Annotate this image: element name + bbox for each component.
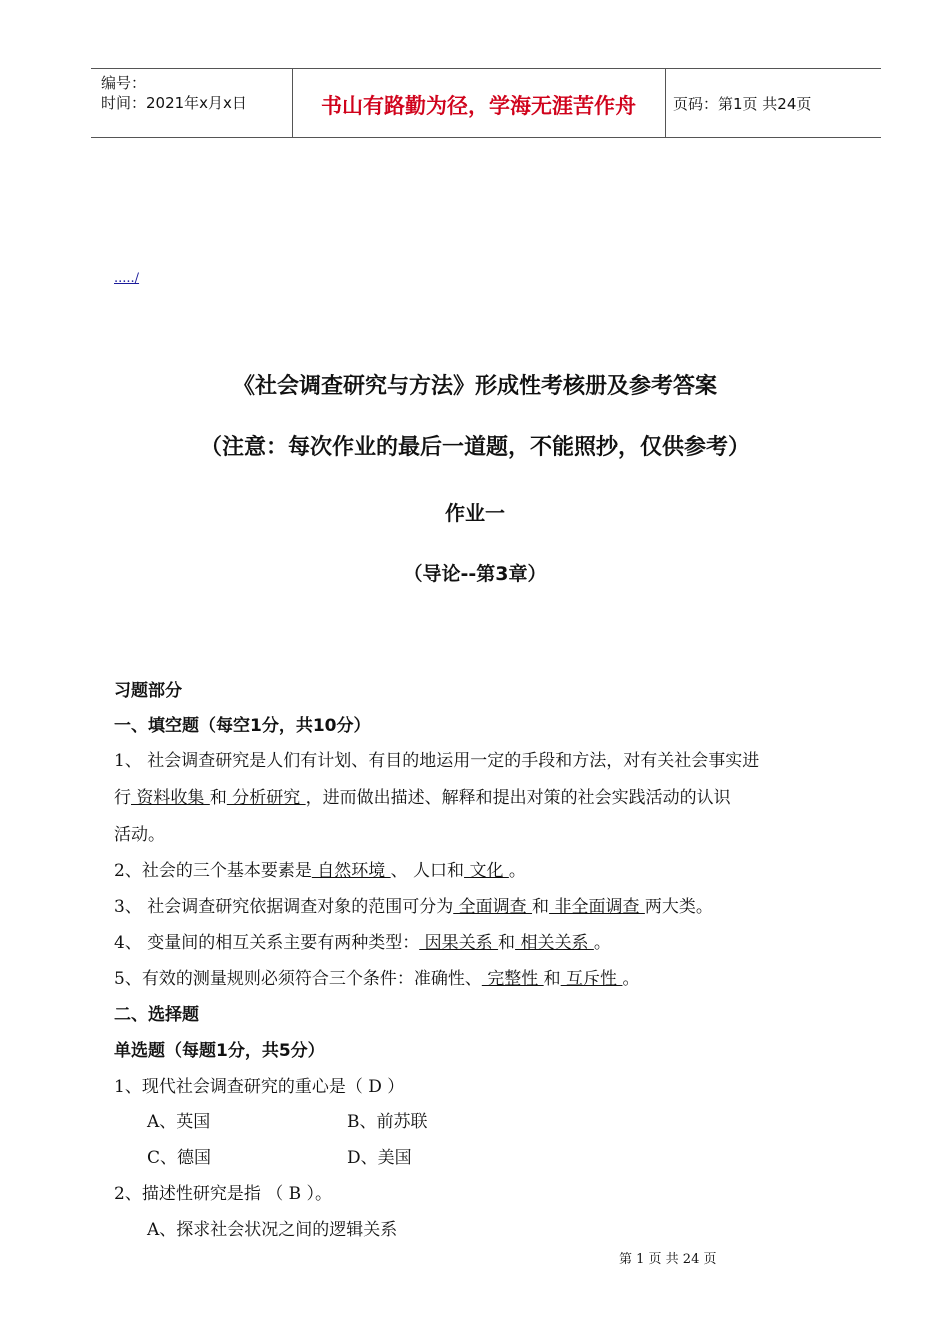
mc2-question: 2、描述性研究是指 （ B ）。 bbox=[114, 1184, 333, 1204]
q1-post: ，进而做出描述、解释和提出对策的社会实践活动的认识 bbox=[305, 788, 731, 808]
page-info: 页码：第1页 共24页 bbox=[673, 95, 812, 113]
q4-mid: 和 bbox=[498, 933, 516, 953]
q1-pre: 行 bbox=[114, 788, 131, 808]
mc1-option-c: C、德国 bbox=[147, 1148, 212, 1168]
q5-post: 。 bbox=[622, 969, 640, 989]
page-header bbox=[91, 68, 881, 138]
q5-answer1: 完整性 bbox=[481, 969, 544, 989]
q3-answer1: 全面调查 bbox=[453, 897, 533, 917]
q4-answer2: 相关关系 bbox=[515, 933, 594, 953]
mc1-option-d: D、美国 bbox=[347, 1148, 412, 1168]
number-label: 编号： bbox=[101, 74, 147, 92]
q5-answer2: 互斥性 bbox=[560, 969, 623, 989]
dotted-link[interactable]: ...../ bbox=[114, 271, 140, 286]
mc1-option-a: A、英国 bbox=[147, 1112, 211, 1132]
motto-text: 书山有路勤为径，学海无涯苦作舟 bbox=[321, 94, 636, 118]
q2-answer1: 自然环境 bbox=[311, 861, 391, 881]
q3-mid: 和 bbox=[532, 897, 550, 917]
q4-pre: 4、 变量间的相互关系主要有两种类型： bbox=[114, 933, 420, 953]
assignment-title: 作业一 bbox=[445, 501, 505, 525]
q5-line bbox=[114, 964, 639, 989]
choice-heading: 二、选择题 bbox=[114, 1005, 199, 1025]
q5-pre: 5、有效的测量规则必须符合三个条件：准确性、 bbox=[114, 969, 482, 989]
fill-blank-heading: 一、填空题（每空1分，共10分） bbox=[114, 716, 371, 736]
q3-answer2: 非全面调查 bbox=[549, 897, 645, 917]
q1-mid: 和 bbox=[209, 788, 227, 808]
q1-line1: 1、 社会调查研究是人们有计划、有目的地运用一定的手段和方法，对有关社会事实进 bbox=[114, 751, 760, 771]
q4-answer1: 因果关系 bbox=[419, 933, 499, 953]
q2-pre: 2、社会的三个基本要素是 bbox=[114, 861, 312, 881]
q4-post: 。 bbox=[593, 933, 611, 953]
q1-answer2: 分析研究 bbox=[226, 788, 306, 808]
single-choice-heading: 单选题（每题1分，共5分） bbox=[114, 1041, 325, 1061]
time-label: 时间：2021年x月x日 bbox=[101, 94, 247, 112]
q1-line3: 活动。 bbox=[114, 825, 165, 845]
q2-mid: 、 人口和 bbox=[390, 861, 465, 881]
mc1-question: 1、现代社会调查研究的重心是（ D ） bbox=[114, 1077, 405, 1097]
header-meta-cell bbox=[91, 69, 293, 137]
page-footer: 第 1 页 共 24 页 bbox=[619, 1252, 717, 1267]
document-note: （注意：每次作业的最后一道题，不能照抄，仅供参考） bbox=[199, 435, 750, 460]
mc1-option-b: B、前苏联 bbox=[347, 1112, 428, 1132]
header-page-cell bbox=[665, 69, 881, 137]
q1-line2 bbox=[114, 783, 731, 808]
q3-post: 两大类。 bbox=[644, 897, 713, 917]
mc2-option-a: A、探求社会状况之间的逻辑关系 bbox=[147, 1220, 398, 1240]
q2-answer2: 文化 bbox=[464, 861, 509, 881]
q1-answer1: 资料收集 bbox=[131, 788, 210, 808]
q5-mid: 和 bbox=[543, 969, 561, 989]
q3-pre: 3、 社会调查研究依据调查对象的范围可分为 bbox=[114, 897, 454, 917]
document-title: 《社会调查研究与方法》形成性考核册及参考答案 bbox=[232, 374, 717, 399]
q2-post: 。 bbox=[508, 861, 526, 881]
header-motto-cell bbox=[292, 69, 666, 137]
q2-line bbox=[114, 856, 526, 881]
chapter-range: （导论--第3章） bbox=[403, 563, 547, 585]
exercise-heading: 习题部分 bbox=[114, 681, 182, 701]
q4-line bbox=[114, 928, 611, 953]
q3-line bbox=[114, 892, 713, 917]
